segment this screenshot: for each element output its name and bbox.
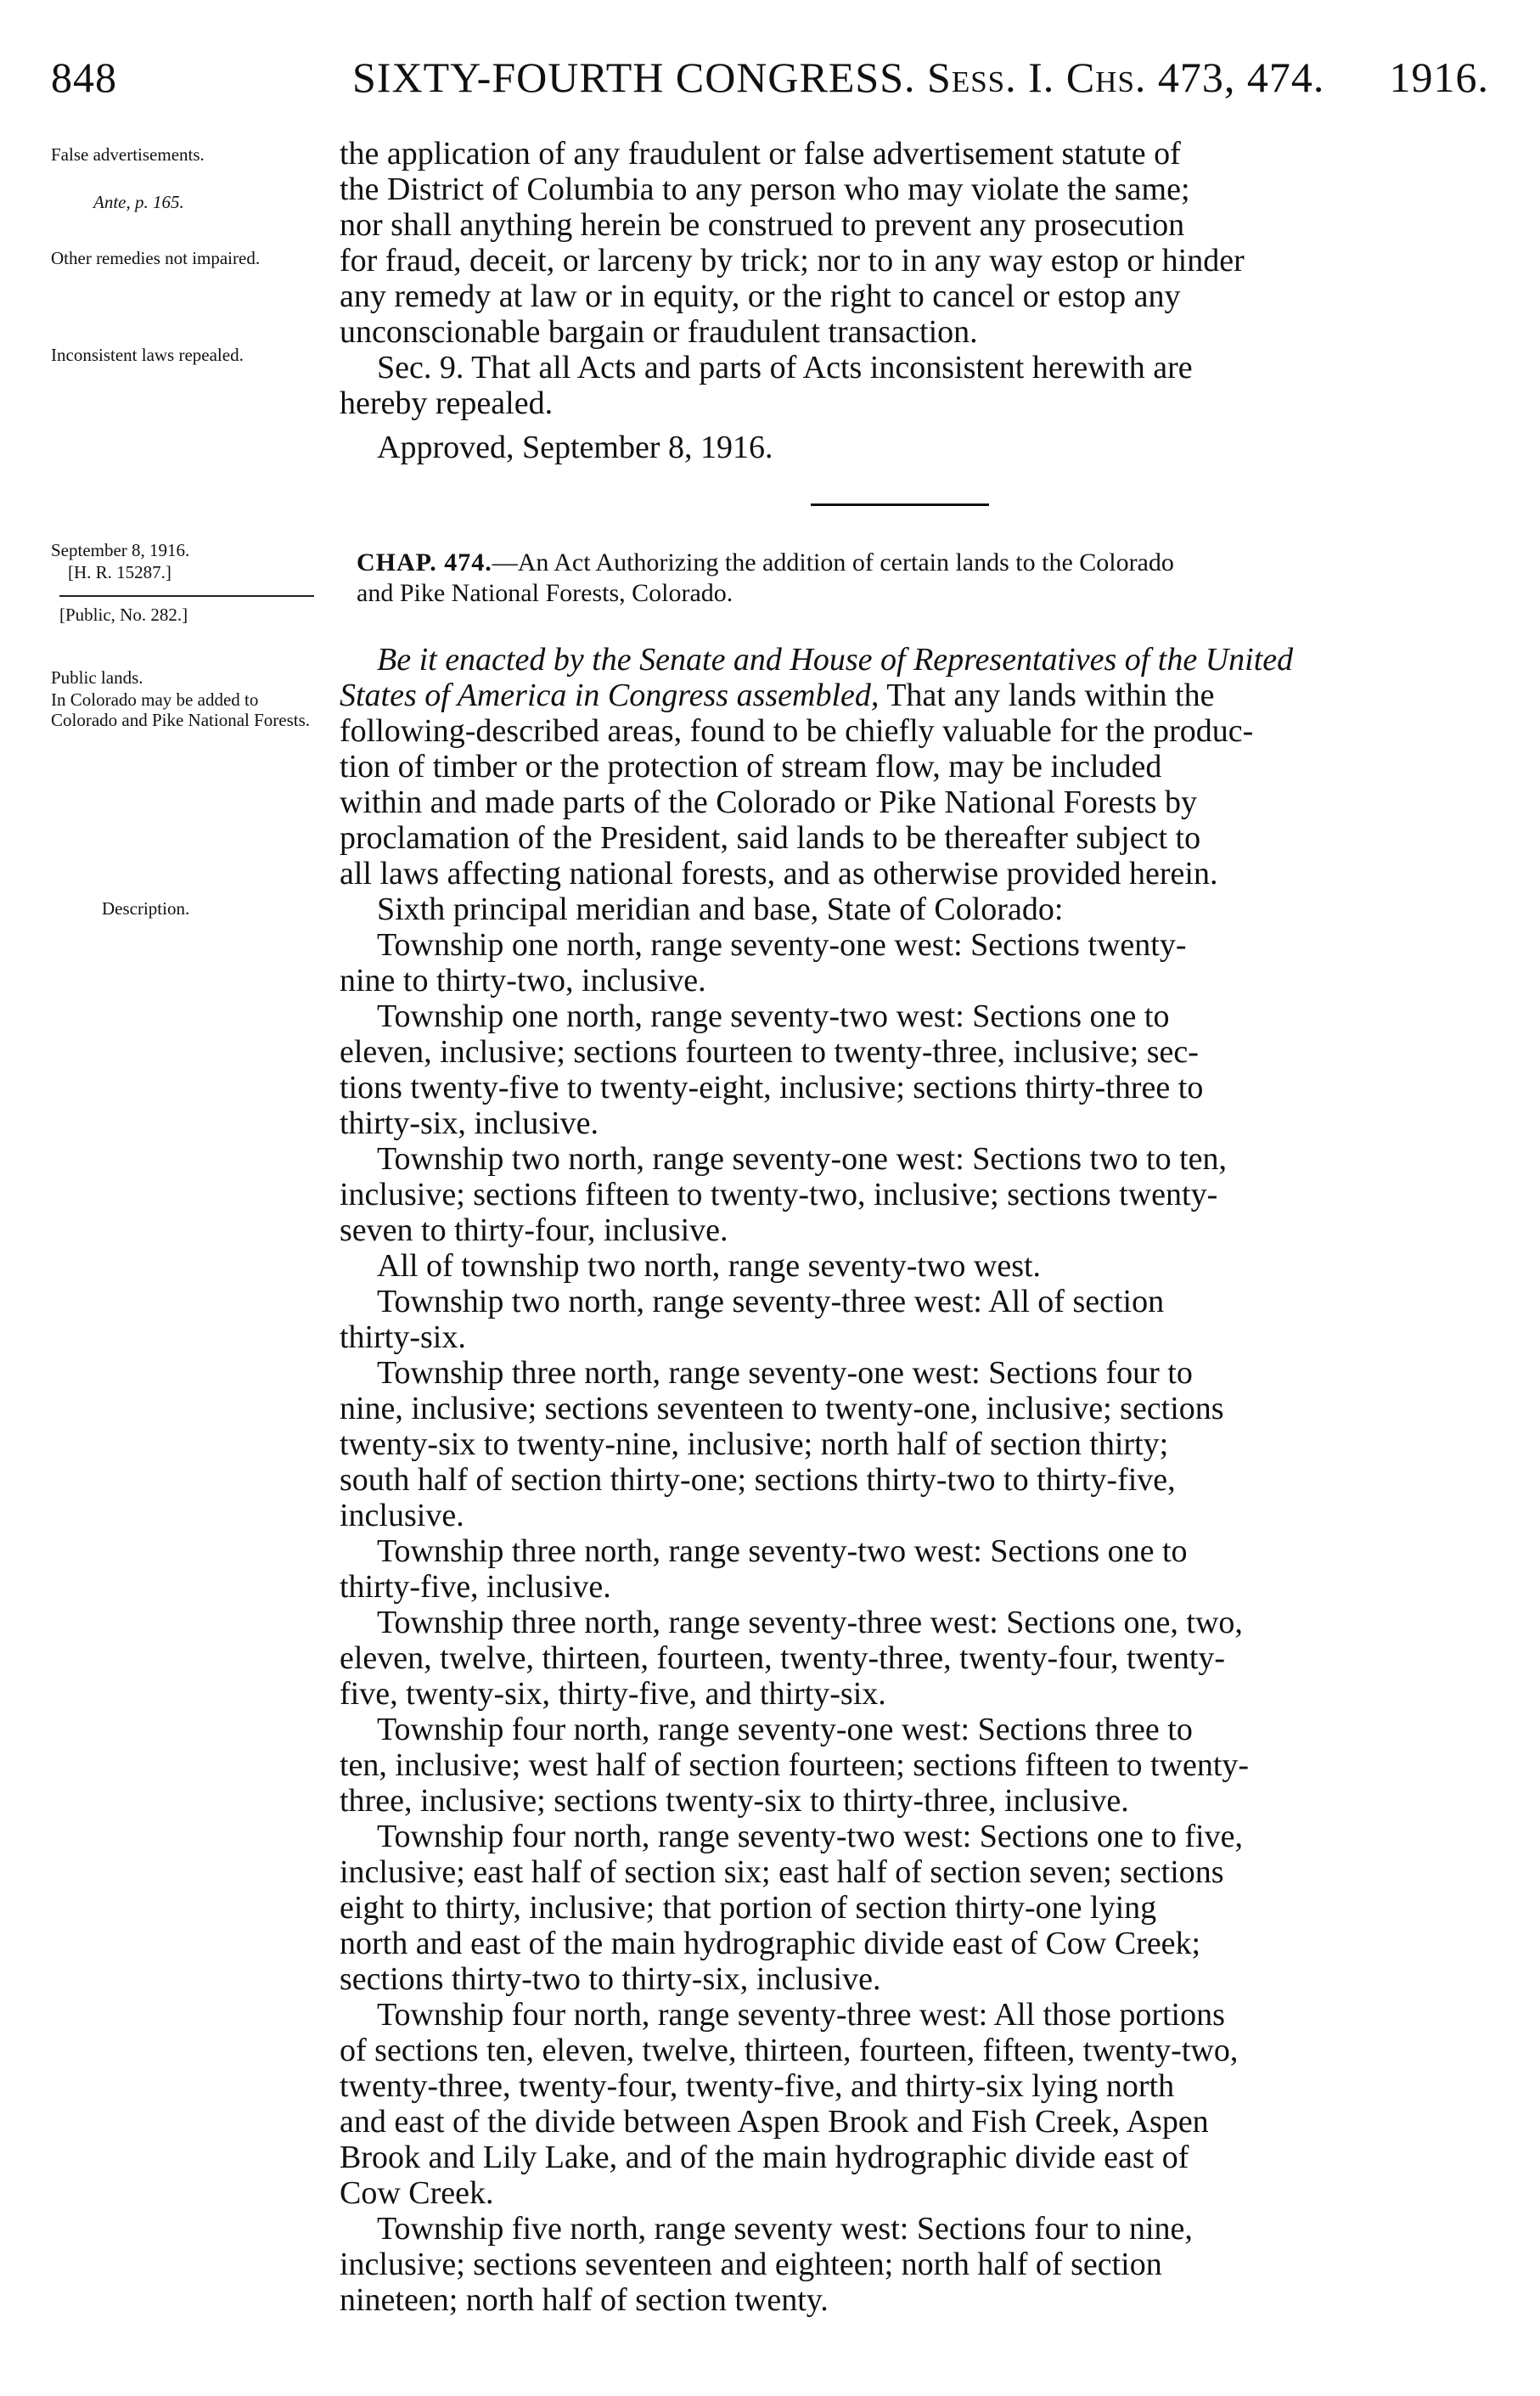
township-line: Township four north, range seventy-three west: All those portions bbox=[377, 1997, 1225, 2033]
township-line: eleven, twelve, thirteen, fourteen, twenty-three, twenty-four, twenty- bbox=[340, 1640, 1226, 1676]
township-paragraph bbox=[340, 1141, 1470, 1248]
township-line: inclusive; sections seventeen and eighteen; north half of section bbox=[340, 2247, 1162, 2282]
township-line: thirty-six, inclusive. bbox=[340, 1105, 599, 1141]
body-line: the District of Columbia to any person who may violate the same; bbox=[340, 172, 1190, 207]
township-line: sections thirty-two to thirty-six, inclusive. bbox=[340, 1961, 881, 1997]
body-line: unconscionable bargain or fraudulent transaction. bbox=[340, 314, 978, 350]
township-line: inclusive; east half of section six; east half of section seven; sections bbox=[340, 1854, 1224, 1890]
township-line: Cow Creek. bbox=[340, 2175, 494, 2211]
township-line: Township one north, range seventy-one west: Sections twenty- bbox=[377, 927, 1187, 963]
enacting-line: following-described areas, found to be chiefly valuable for the produc- bbox=[340, 713, 1254, 749]
margin-note-bill: [H. R. 15287.] bbox=[68, 562, 171, 582]
township-paragraph bbox=[340, 2211, 1470, 2318]
township-line: Township five north, range seventy west: Sections four to nine, bbox=[377, 2211, 1193, 2247]
township-list bbox=[340, 927, 1470, 2318]
township-paragraph bbox=[340, 1997, 1470, 2211]
approval-line: Approved, September 8, 1916. bbox=[377, 430, 773, 465]
township-line: Township two north, range seventy-three west: All of section bbox=[377, 1284, 1165, 1319]
body-line: for fraud, deceit, or larceny by trick; nor to in any way estop or hinder bbox=[340, 243, 1245, 278]
enacting-italic: States of America in Congress assembled, bbox=[340, 678, 880, 713]
chapters-label: Chs. 473, 474. bbox=[1065, 53, 1325, 101]
township-line: nine to thirty-two, inclusive. bbox=[340, 963, 706, 998]
margin-note-colorado: In Colorado may be added to Colorado and Pike National Forests. bbox=[51, 689, 311, 730]
section-divider bbox=[811, 503, 989, 506]
township-line: five, twenty-six, thirty-five, and thirty-six. bbox=[340, 1676, 886, 1712]
township-line: inclusive. bbox=[340, 1498, 464, 1533]
township-line: Township two north, range seventy-one west: Sections two to ten, bbox=[377, 1141, 1228, 1177]
margin-note-other-remedies: Other remedies not impaired. bbox=[51, 248, 261, 268]
body-line: nor shall anything herein be construed to prevent any prosecution bbox=[340, 207, 1185, 243]
chapter-title-line: An Act Authorizing the addition of certain lands to the Colorado bbox=[517, 548, 1174, 577]
session-label: Sess. I. bbox=[927, 53, 1055, 101]
township-paragraph bbox=[340, 1533, 1470, 1605]
margin-note-false-ads: False advertisements. bbox=[51, 144, 205, 165]
township-line: Brook and Lily Lake, and of the main hydrographic divide east of bbox=[340, 2140, 1189, 2175]
header-year: 1916. bbox=[1389, 53, 1489, 101]
township-line: nineteen; north half of section twenty. bbox=[340, 2282, 829, 2318]
township-line: south half of section thirty-one; sections thirty-two to thirty-five, bbox=[340, 1462, 1176, 1498]
chapter-dash: — bbox=[492, 548, 518, 577]
township-paragraph bbox=[340, 998, 1470, 1141]
margin-note-public-no: [Public, No. 282.] bbox=[59, 605, 188, 625]
township-line: All of township two north, range seventy-two west. bbox=[377, 1248, 1042, 1284]
township-line: twenty-six to twenty-nine, inclusive; north half of section thirty; bbox=[340, 1426, 1169, 1462]
section-9-line: hereby repealed. bbox=[340, 385, 554, 421]
township-paragraph bbox=[340, 1712, 1470, 1819]
congress-title: SIXTY-FOURTH CONGRESS. bbox=[352, 53, 916, 101]
township-line: Township four north, range seventy-one west: Sections three to bbox=[377, 1712, 1193, 1747]
township-line: eleven, inclusive; sections fourteen to twenty-three, inclusive; sec- bbox=[340, 1034, 1199, 1070]
meridian-line: Sixth principal meridian and base, State of Colorado: bbox=[377, 891, 1064, 927]
township-line: tions twenty-five to twenty-eight, inclusive; sections thirty-three to bbox=[340, 1070, 1204, 1105]
running-head bbox=[51, 53, 1494, 104]
township-line: Township three north, range seventy-three west: Sections one, two, bbox=[377, 1605, 1243, 1640]
enacting-line: tion of timber or the protection of stream flow, may be included bbox=[340, 749, 1162, 785]
chapter-label: CHAP. 474. bbox=[357, 548, 492, 577]
enacting-line: proclamation of the President, said lands to be thereafter subject to bbox=[340, 820, 1201, 856]
margin-note-public-lands: Public lands. bbox=[51, 667, 143, 688]
township-paragraph bbox=[340, 927, 1470, 998]
page-number: 848 bbox=[51, 53, 117, 101]
body-main bbox=[340, 642, 1470, 2318]
margin-rule bbox=[59, 595, 314, 597]
township-line: three, inclusive; sections twenty-six to thirty-three, inclusive. bbox=[340, 1783, 1129, 1819]
township-line: thirty-six. bbox=[340, 1319, 466, 1355]
enacting-line: all laws affecting national forests, and as otherwise provided herein. bbox=[340, 856, 1218, 891]
township-line: and east of the divide between Aspen Brook and Fish Creek, Aspen bbox=[340, 2104, 1209, 2140]
township-line: north and east of the main hydrographic divide east of Cow Creek; bbox=[340, 1926, 1201, 1961]
enacting-line: Be it enacted by the Senate and House of Representatives of the United bbox=[377, 642, 1294, 678]
margin-note-inconsistent: Inconsistent laws repealed. bbox=[51, 345, 244, 365]
section-9-line: Sec. 9. That all Acts and parts of Acts inconsistent herewith are bbox=[377, 350, 1193, 385]
township-line: Township one north, range seventy-two west: Sections one to bbox=[377, 998, 1170, 1034]
township-line: twenty-three, twenty-four, twenty-five, and thirty-six lying north bbox=[340, 2068, 1175, 2104]
township-line: eight to thirty, inclusive; that portion of section thirty-one lying bbox=[340, 1890, 1157, 1926]
body-top bbox=[340, 136, 1470, 465]
township-paragraph bbox=[340, 1248, 1470, 1284]
township-paragraph bbox=[340, 1284, 1470, 1355]
township-line: ten, inclusive; west half of section fourteen; sections fifteen to twenty- bbox=[340, 1747, 1250, 1783]
township-line: Township three north, range seventy-one west: Sections four to bbox=[377, 1355, 1193, 1391]
township-paragraph bbox=[340, 1605, 1470, 1712]
township-line: seven to thirty-four, inclusive. bbox=[340, 1212, 728, 1248]
township-line: nine, inclusive; sections seventeen to twenty-one, inclusive; sections bbox=[340, 1391, 1224, 1426]
enacting-line: within and made parts of the Colorado or Pike National Forests by bbox=[340, 785, 1197, 820]
township-line: of sections ten, eleven, twelve, thirteen, fourteen, fifteen, twenty-two, bbox=[340, 2033, 1239, 2068]
chapter-heading bbox=[357, 548, 1469, 609]
township-paragraph bbox=[340, 1355, 1470, 1533]
township-line: Township four north, range seventy-two west: Sections one to five, bbox=[377, 1819, 1243, 1854]
township-line: inclusive; sections fifteen to twenty-two, inclusive; sections twenty- bbox=[340, 1177, 1218, 1212]
township-paragraph bbox=[340, 1819, 1470, 1997]
township-line: thirty-five, inclusive. bbox=[340, 1569, 611, 1605]
running-title bbox=[352, 53, 1324, 102]
enacting-rest: That any lands within the bbox=[879, 678, 1215, 713]
margin-note-ante: Ante, p. 165. bbox=[93, 192, 184, 212]
margin-note-date: September 8, 1916. bbox=[51, 540, 190, 560]
township-line: Township three north, range seventy-two west: Sections one to bbox=[377, 1533, 1188, 1569]
body-line: the application of any fraudulent or false advertisement statute of bbox=[340, 136, 1181, 172]
body-line: any remedy at law or in equity, or the right to cancel or estop any bbox=[340, 278, 1181, 314]
margin-note-description: Description. bbox=[102, 898, 190, 919]
chapter-title-line: and Pike National Forests, Colorado. bbox=[357, 579, 733, 607]
